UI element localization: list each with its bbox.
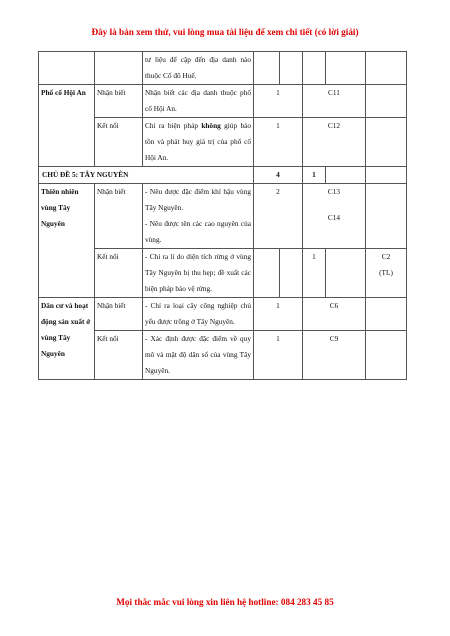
question-count-cell: 2 [254, 184, 303, 249]
chapter-count-b: 1 [303, 167, 326, 184]
requirement-cell: Chỉ ra biện pháp không giúp bảo tồn và phát huy giá trị của phố cổ Hội An. [143, 118, 254, 167]
topic-cell: Dân cư và hoạt động sản xuất ở vùng Tây Nguyên [39, 298, 95, 380]
table-row [39, 331, 407, 380]
chapter-title: CHỦ ĐỀ 5: TÂY NGUYÊN [39, 167, 254, 184]
requirement-cell: tư liệu để cập đến địa danh nào thuộc Cố đô Huế. [143, 52, 254, 85]
assessment-matrix-table [38, 51, 407, 380]
table-row [39, 249, 407, 298]
emphasis-word: không [201, 121, 221, 130]
question-count-cell: 1 [254, 118, 303, 167]
level-cell: Kết nối [95, 118, 143, 167]
topic-cell: Thiên nhiên vùng Tây Nguyên [39, 184, 95, 298]
requirement-cell: Nhận biết các địa danh thuộc phố cổ Hội An. [143, 85, 254, 118]
question-code-cell: C11 [303, 85, 366, 118]
level-cell: Kết nối [95, 249, 143, 298]
table-row [39, 85, 407, 118]
table-row [39, 52, 407, 85]
requirement-cell: - Xác định được đặc điểm về quy mô và mật độ dân số của vùng Tây Nguyên. [143, 331, 254, 380]
level-cell: Nhận biết [95, 298, 143, 331]
chapter-header-row [39, 167, 407, 184]
question-code-cell: C13 C14 [303, 184, 366, 249]
level-cell [95, 52, 143, 85]
hotline-contact: Mọi thắc mắc vui lòng xin liên hệ hotline: 084 283 45 85 [116, 597, 334, 607]
level-cell: Kết nối [95, 331, 143, 380]
question-count-cell: 1 [303, 249, 326, 298]
question-code-cell: C12 [303, 118, 366, 167]
requirement-cell: - Nêu được đặc điểm khí hậu vùng Tây Nguyên. - Nêu được tên các cao nguyên của vùng. [143, 184, 254, 249]
question-count-cell: 1 [254, 85, 303, 118]
level-cell: Nhận biết [95, 85, 143, 118]
preview-notice: Đây là bản xem thử, vui lòng mua tài liệu để xem chi tiết (có lời giải) [91, 27, 359, 37]
question-code-cell: C2 (TL) [366, 249, 407, 298]
chapter-count-a: 4 [254, 167, 303, 184]
question-count-cell: 1 [254, 298, 303, 331]
topic-cell: Phố cổ Hội An [39, 85, 95, 167]
level-cell: Nhận biết [95, 184, 143, 249]
requirement-cell: - Chỉ ra lí do diện tích rừng ở vùng Tây Nguyên bị thu hẹp; đề xuất các biện pháp bảo vệ rừng. [143, 249, 254, 298]
question-count-cell: 1 [254, 331, 303, 380]
table-row [39, 184, 407, 249]
question-code-cell: C9 [303, 331, 366, 380]
question-code-cell: C6 [303, 298, 366, 331]
table-row [39, 298, 407, 331]
requirement-cell: - Chỉ ra loại cây công nghiệp chủ yếu được trồng ở Tây Nguyên. [143, 298, 254, 331]
topic-cell [39, 52, 95, 85]
table-row [39, 118, 407, 167]
